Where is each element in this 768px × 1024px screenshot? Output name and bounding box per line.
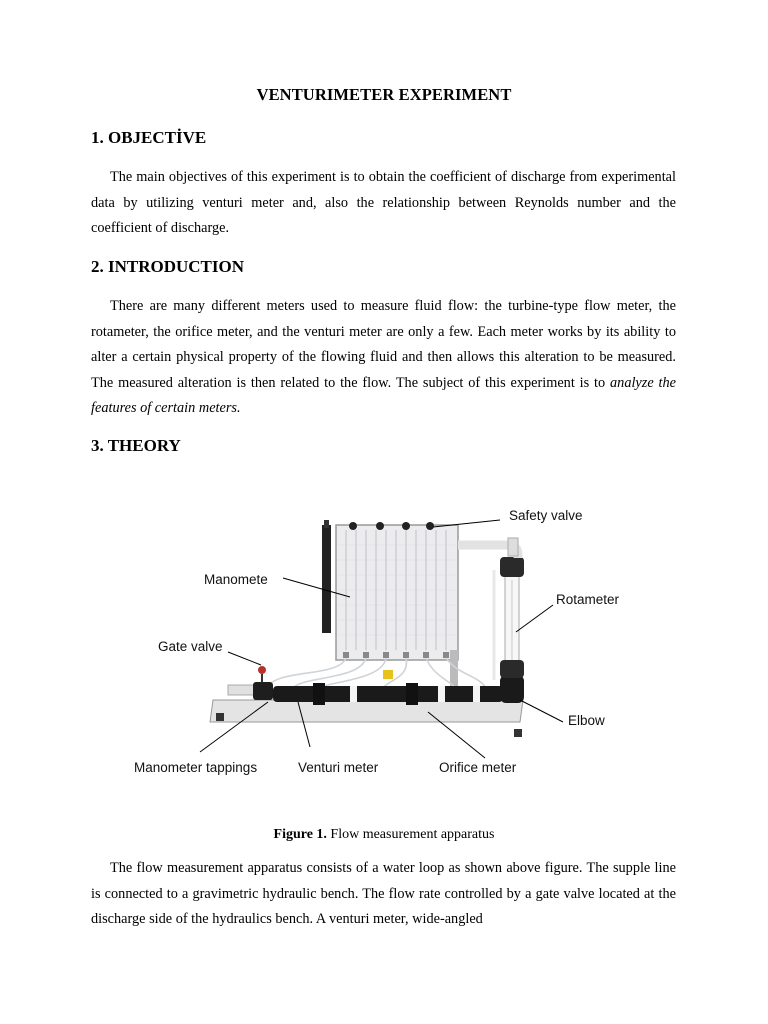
base-foot — [216, 713, 224, 721]
base-foot — [514, 729, 522, 737]
document-title: VENTURIMETER EXPERIMENT — [256, 85, 512, 104]
orifice-flange — [406, 683, 418, 705]
section-heading-objective: 1. OBJECTİVE — [91, 128, 207, 147]
rotameter-top-fitting — [500, 557, 524, 577]
label-orifice-meter: Orifice meter — [439, 760, 517, 775]
label-gate-valve: Gate valve — [158, 639, 223, 654]
caption-figure-number: Figure 1. — [273, 827, 327, 842]
hand-pump-handle — [324, 520, 329, 528]
orifice-meter-body — [413, 686, 503, 702]
label-elbow: Elbow — [568, 713, 605, 728]
warning-sticker — [383, 670, 393, 679]
rotameter-bottom-fitting — [500, 660, 524, 678]
gate-valve-body — [253, 682, 273, 700]
clamp — [473, 686, 480, 702]
section-heading-introduction: 2. INTRODUCTION — [91, 257, 245, 276]
introduction-text: There are many different meters used to measure fluid flow: the turbine-type flow meter, the rotameter, the orifice meter, and the venturi meter are only a few. Each meter works by its ability to alter a certain physical property of the flowing fluid and then allows this alteration to be measured. The measured alteration is then related to the flow. The subject of this experiment is to — [91, 298, 676, 391]
label-rotameter: Rotameter — [556, 592, 620, 607]
introduction-italic-text: analyze the features of certain meters. — [91, 374, 676, 416]
apparatus-paragraph: The flow measurement apparatus consists of a water loop as shown above figure. The supple line is connected to a gravimetric hydraulic bench. The flow rate controlled by a gate valve located at the discharge side of the hydraulics bench. A venturi meter, wide-angled — [91, 860, 676, 927]
objective-paragraph: The main objectives of this experiment is to obtain the coefficient of discharge from experimental data by utilizing venturi meter and, also the relationship between Reynolds number and the coefficient of discharge. — [91, 169, 676, 236]
venturi-meter-body — [273, 686, 413, 702]
clamp — [438, 686, 445, 702]
venturi-flange — [313, 683, 325, 705]
caption-text: Flow measurement apparatus — [330, 827, 495, 842]
apparatus-figure — [128, 500, 638, 790]
label-venturi-meter: Venturi meter — [298, 760, 379, 775]
introduction-paragraph — [91, 294, 676, 422]
label-manometer: Manomete — [204, 572, 268, 587]
safety-valve-body — [508, 538, 518, 556]
label-safety-valve: Safety valve — [509, 508, 583, 523]
elbow-fitting — [500, 675, 524, 703]
section-heading-theory: 3. THEORY — [91, 436, 181, 455]
gate-valve-handle — [258, 666, 266, 674]
base-plate — [210, 700, 523, 722]
hand-pump — [322, 525, 331, 633]
figure-caption — [0, 827, 768, 843]
clamp — [350, 686, 357, 702]
label-manometer-tappings: Manometer tappings — [134, 760, 258, 775]
